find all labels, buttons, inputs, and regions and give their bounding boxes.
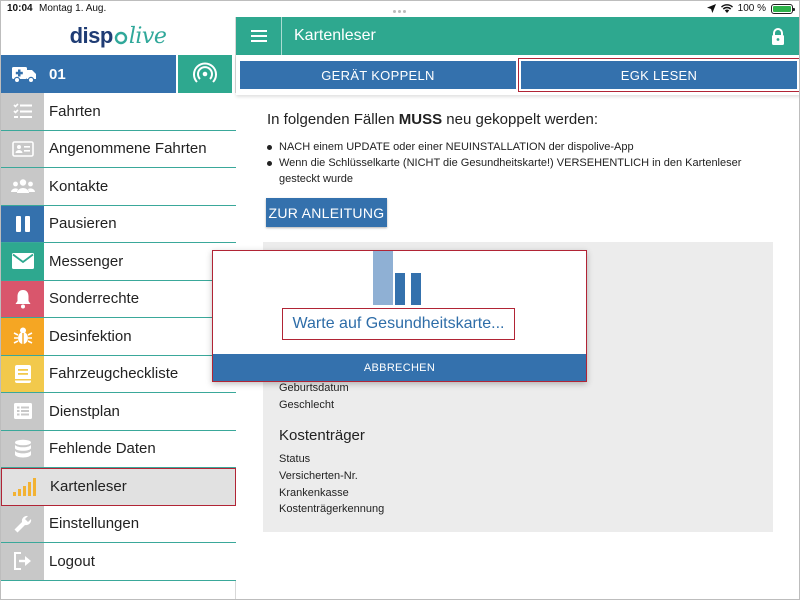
logo-o-icon: [114, 31, 128, 45]
vehicle-number: 01: [49, 65, 66, 83]
ambulance-icon: [11, 64, 37, 84]
heading-emphasis: MUSS: [398, 111, 443, 128]
sidebar-item-messenger[interactable]: [1, 243, 236, 281]
info-heading: [267, 111, 598, 128]
action-bar: [236, 55, 800, 95]
sidebar-item-label: Angenommene Fahrten: [49, 140, 207, 158]
users-icon: [1, 168, 44, 205]
field-label-health-insurer: Krankenkasse: [279, 487, 349, 499]
sidebar-item-label: Desinfektion: [49, 327, 132, 345]
sidebar-item-label: Messenger: [49, 252, 124, 270]
heading-text: In folgenden Fällen: [267, 111, 399, 128]
sidebar-item-fahrzeugcheckliste[interactable]: [1, 356, 236, 394]
multitask-dots-icon[interactable]: [393, 5, 409, 9]
lock-button[interactable]: [755, 28, 800, 45]
sidebar-item-label: Fahrzeugcheckliste: [49, 365, 179, 383]
bell-icon: [1, 281, 44, 318]
status-indicators: [707, 3, 793, 14]
field-label-insurer-id: Kostenträgerkennung: [279, 503, 385, 515]
list-item: Wenn die Schlüsselkarte (NICHT die Gesundheitskarte!) VERSEHENTLICH in den Kartenleser gesteckt wurde: [263, 155, 783, 187]
id-card-icon: [1, 131, 44, 168]
sidebar-item-dienstplan[interactable]: [1, 393, 236, 431]
heading-text: neu gekoppelt werden:: [442, 111, 599, 128]
guide-button[interactable]: ZUR ANLEITUNG: [266, 198, 387, 227]
battery-percent: 100 %: [737, 3, 766, 14]
envelope-icon: [1, 243, 44, 280]
sidebar-item-label: Fehlende Daten: [49, 440, 156, 458]
radio-button[interactable]: [178, 55, 232, 93]
hamburger-icon: [251, 30, 267, 42]
sidebar-item-label: Dienstplan: [49, 402, 120, 420]
sidebar-item-einstellungen[interactable]: [1, 506, 236, 544]
wrench-icon: [1, 506, 44, 543]
logout-icon: [1, 543, 44, 580]
vehicle-bar: [1, 55, 236, 93]
battery-icon: [771, 4, 793, 14]
field-label-status: Status: [279, 453, 311, 465]
cancel-button[interactable]: ABBRECHEN: [213, 354, 586, 381]
logo-prefix: disp: [69, 23, 113, 48]
loading-spinner-icon: [373, 251, 423, 307]
sidebar-item-desinfektion[interactable]: [1, 318, 236, 356]
list-item: NACH einem UPDATE oder einer NEUINSTALLATION der dispolive-App: [263, 139, 783, 155]
waiting-message: Warte auf Gesundheitskarte...: [282, 308, 515, 340]
sidebar-item-fehlende-daten[interactable]: [1, 431, 236, 469]
section-title-kostentraeger: Kostenträger: [279, 427, 365, 444]
field-label-gender: Geschlecht: [279, 399, 335, 411]
field-label-insurance-number: Versicherten-Nr.: [279, 470, 358, 482]
vehicle-selector[interactable]: [1, 55, 176, 93]
waiting-dialog: [212, 250, 587, 382]
schedule-list-icon: [1, 393, 44, 430]
info-list: [263, 139, 783, 187]
menu-button[interactable]: [236, 17, 282, 55]
list-icon: [1, 93, 44, 130]
wifi-icon: [721, 4, 733, 13]
sidebar-item-kartenleser[interactable]: [1, 468, 236, 506]
page-title: Kartenleser: [294, 27, 376, 44]
sidebar-item-pausieren[interactable]: [1, 206, 236, 244]
sidebar-item-logout[interactable]: [1, 543, 236, 581]
lock-icon: [771, 28, 785, 45]
status-date: Montag 1. Aug.: [39, 3, 107, 14]
sidebar-item-sonderrechte[interactable]: [1, 281, 236, 319]
bug-icon: [1, 318, 44, 355]
app-logo: [1, 17, 235, 55]
pair-device-button[interactable]: GERÄT KOPPELN: [240, 61, 516, 89]
sidebar-item-kontakte[interactable]: [1, 168, 236, 206]
status-bar: [1, 1, 800, 17]
sidebar-item-label: Kartenleser: [50, 478, 127, 496]
book-icon: [1, 356, 44, 393]
header-bar: [236, 17, 800, 55]
sidebar-item-angenommene-fahrten[interactable]: [1, 131, 236, 169]
read-egk-button[interactable]: EGK LESEN: [521, 61, 797, 89]
field-label-birthdate: Geburtsdatum: [279, 382, 349, 394]
sidebar: [1, 17, 236, 600]
pause-icon: [1, 206, 44, 243]
sidebar-item-label: Logout: [49, 552, 95, 570]
sidebar-item-label: Einstellungen: [49, 515, 140, 533]
database-icon: [1, 431, 44, 468]
status-time: 10:04: [7, 3, 33, 14]
sidebar-item-fahrten[interactable]: [1, 93, 236, 131]
sidebar-item-label: Fahrten: [49, 102, 101, 120]
signal-bars-icon: [2, 469, 45, 505]
logo-suffix: live: [128, 23, 167, 49]
sidebar-item-label: Kontakte: [49, 177, 109, 195]
sidebar-menu: [1, 93, 236, 581]
sidebar-item-label: Sonderrechte: [49, 290, 140, 308]
sidebar-item-label: Pausieren: [49, 215, 117, 233]
signal-broadcast-icon: [193, 62, 217, 86]
location-arrow-icon: [707, 4, 716, 13]
